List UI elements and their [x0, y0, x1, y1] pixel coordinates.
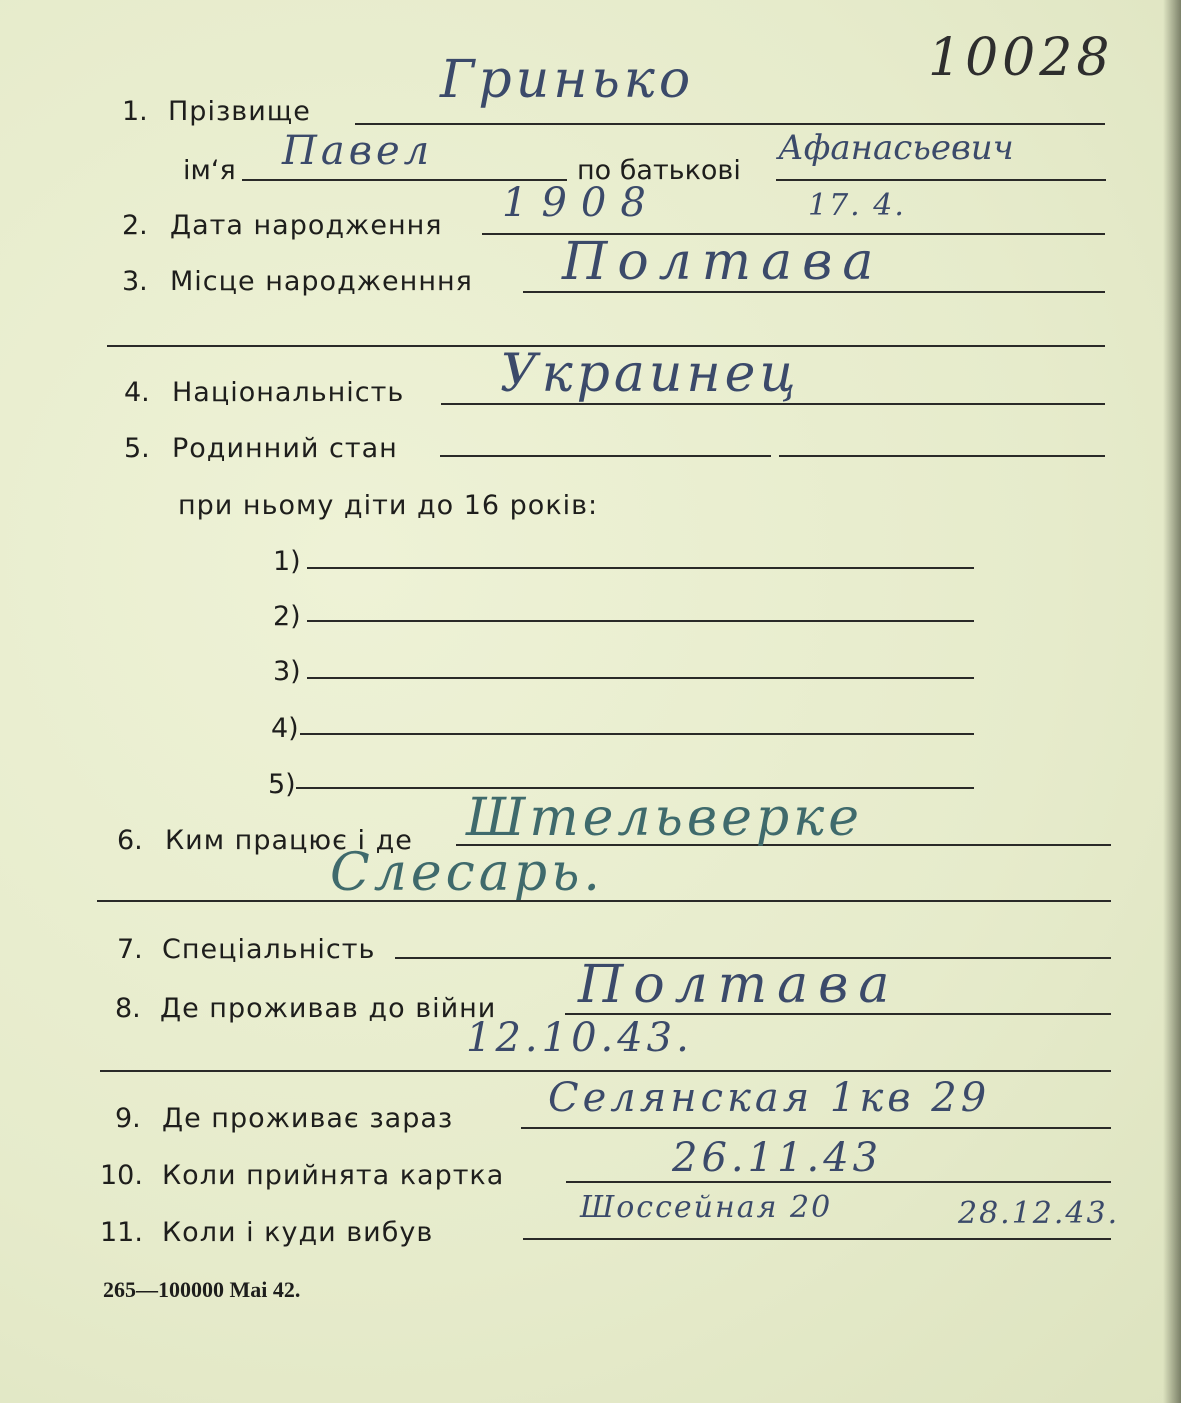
child-5-label: 5) [268, 769, 296, 800]
field-1-number: 1. [122, 96, 148, 127]
prewar-date-entry: 12.10.43. [466, 1015, 693, 1061]
prewar-residence-line-2 [100, 1070, 1111, 1072]
child-4-line [300, 733, 974, 735]
first-name-label: ім‘я [183, 155, 236, 186]
child-1-label: 1) [273, 546, 301, 577]
child-1-line [307, 567, 974, 569]
birth-year-entry: 1908 [502, 180, 660, 226]
document-number: 10028 [928, 28, 1114, 88]
patronymic-line [776, 179, 1106, 181]
birth-place-entry: Полтава [562, 232, 884, 292]
field-6-number: 6. [117, 825, 143, 856]
departure-line [523, 1238, 1111, 1240]
field-3-number: 3. [122, 266, 148, 297]
child-3-line [307, 677, 974, 679]
child-2-label: 2) [273, 601, 301, 632]
current-residence-line [521, 1127, 1111, 1129]
family-status-line-a [440, 455, 771, 457]
nationality-entry: Украинец [500, 344, 800, 404]
first-name-entry: Павел [282, 128, 434, 174]
card-date-entry: 26.11.43 [672, 1135, 883, 1181]
current-residence-entry: Селянская 1кв 29 [548, 1075, 991, 1121]
workplace-line-2 [97, 900, 1111, 902]
field-2-number: 2. [122, 210, 148, 241]
child-2-line [307, 620, 974, 622]
workplace-label: Ким працює і де [165, 825, 413, 856]
field-11-number: 11. [100, 1217, 143, 1248]
surname-entry: Гринько [440, 50, 695, 110]
patronymic-entry: Афанасьевич [778, 128, 1014, 168]
patronymic-label: по батькові [577, 155, 741, 186]
field-7-number: 7. [117, 934, 143, 965]
field-5-number: 5. [124, 433, 150, 464]
occupation-entry: Слесарь. [330, 843, 604, 903]
field-8-number: 8. [115, 993, 141, 1024]
nationality-label: Національність [172, 377, 405, 408]
prewar-residence-entry: Полтава [578, 955, 900, 1015]
child-3-label: 3) [273, 656, 301, 687]
children-label: при ньому діти до 16 років: [178, 490, 599, 521]
prewar-residence-label: Де проживав до війни [160, 993, 497, 1024]
current-residence-label: Де проживає зараз [162, 1103, 454, 1134]
surname-label: Прізвище [168, 96, 311, 127]
specialty-label: Спеціальність [162, 934, 376, 965]
field-9-number: 9. [115, 1103, 141, 1134]
workplace-entry: Штельверке [466, 788, 863, 848]
birth-date-label: Дата народження [170, 210, 443, 241]
birth-place-label: Місце народженння [170, 266, 473, 297]
departure-date-entry: 28.12.43. [958, 1196, 1120, 1231]
field-10-number: 10. [100, 1160, 143, 1191]
birth-day-entry: 17. 4. [808, 188, 906, 223]
family-status-label: Родинний стан [172, 433, 398, 464]
print-code: 265—100000 Mai 42. [103, 1277, 301, 1302]
card-date-line [566, 1181, 1111, 1183]
field-4-number: 4. [124, 377, 150, 408]
family-status-line-b [779, 455, 1105, 457]
departure-label: Коли і куди вибув [162, 1217, 434, 1248]
surname-line [355, 123, 1105, 125]
child-4-label: 4) [271, 713, 299, 744]
card-date-label: Коли прийнята картка [162, 1160, 505, 1191]
departure-place-entry: Шоссейная 20 [580, 1190, 833, 1225]
